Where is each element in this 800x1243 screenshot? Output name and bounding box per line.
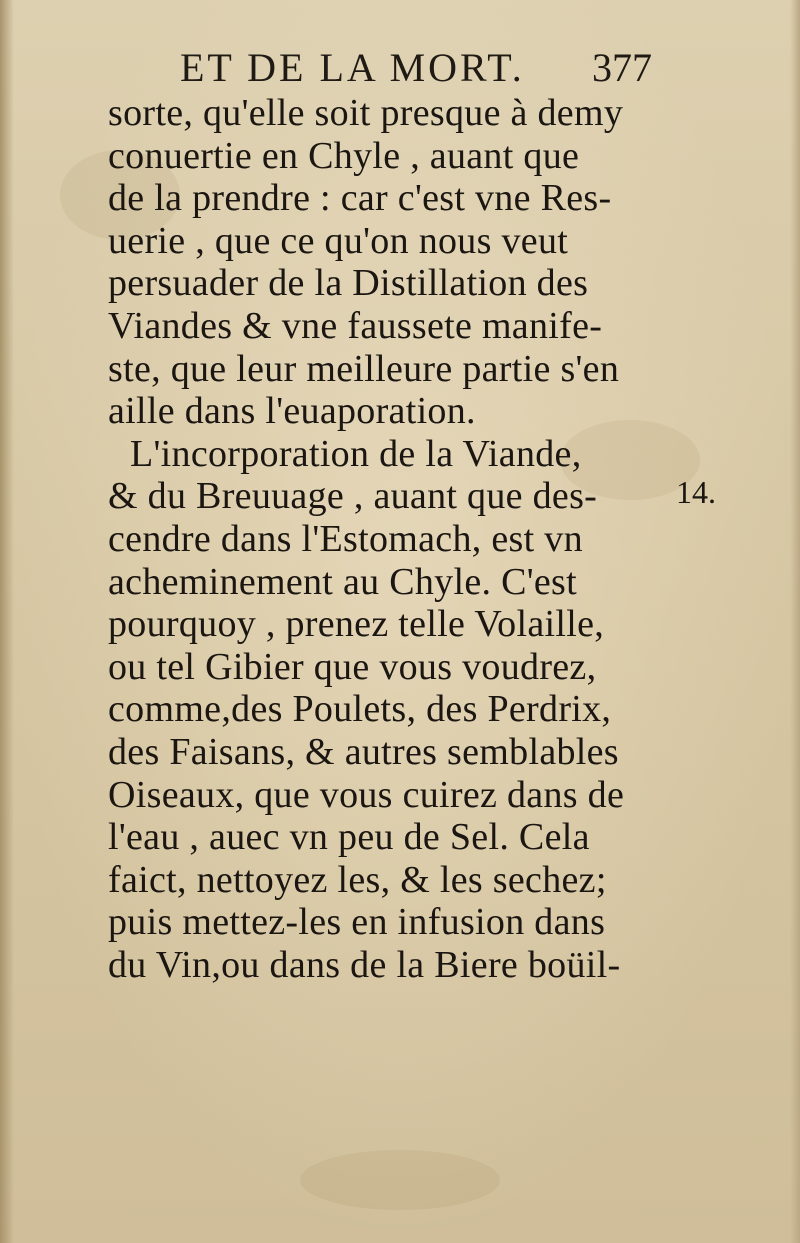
text-line: du Vin,ou dans de la Biere boüil- [108,943,621,986]
text-line: des Faisans, & autres semblables [108,730,619,773]
paragraph-start-line: L'incorporation de la Viande, [130,432,582,475]
text-line: Oiseaux, que vous cuirez dans de [108,773,625,816]
marginal-note-number: 14. [676,474,716,510]
text-line: pourquoy , prenez telle Volaille, [108,603,605,646]
text-line: comme,des Poulets, des Perdrix, [108,688,612,731]
running-head: ET DE LA MORT. [180,45,525,90]
text-line: & du Breuuage , auant que des- [108,475,598,518]
text-line: de la prendre : car c'est vne Res- [108,177,612,220]
page-edge-left [0,0,14,1243]
paper-stain [300,1150,500,1210]
text-line: ste, que leur meilleure partie s'en [108,347,620,390]
text-line: conuertie en Chyle , auant que [108,134,580,177]
page-header [180,40,660,100]
text-line: sorte, qu'elle soit presque à demy [108,92,624,134]
page-edge-right [790,0,800,1243]
text-line: aille dans l'euaporation. [108,390,476,433]
text-line: ou tel Gibier que vous voudrez, [108,645,597,688]
text-line: puis mettez-les en infusion dans [108,901,606,944]
text-line: faict, nettoyez les, & les sechez; [108,858,607,901]
text-line: Viandes & vne faussete manife- [108,304,603,347]
text-line: uerie , que ce qu'on nous veut [108,219,569,262]
text-line: cendre dans l'Estomach, est vn [108,517,583,560]
page-number: 377 [592,45,652,90]
text-line: persuader de la Distillation des [108,262,589,305]
text-line: acheminement au Chyle. C'est [108,560,578,603]
text-line: l'eau , auec vn peu de Sel. Cela [108,816,590,859]
body-text [108,92,668,986]
